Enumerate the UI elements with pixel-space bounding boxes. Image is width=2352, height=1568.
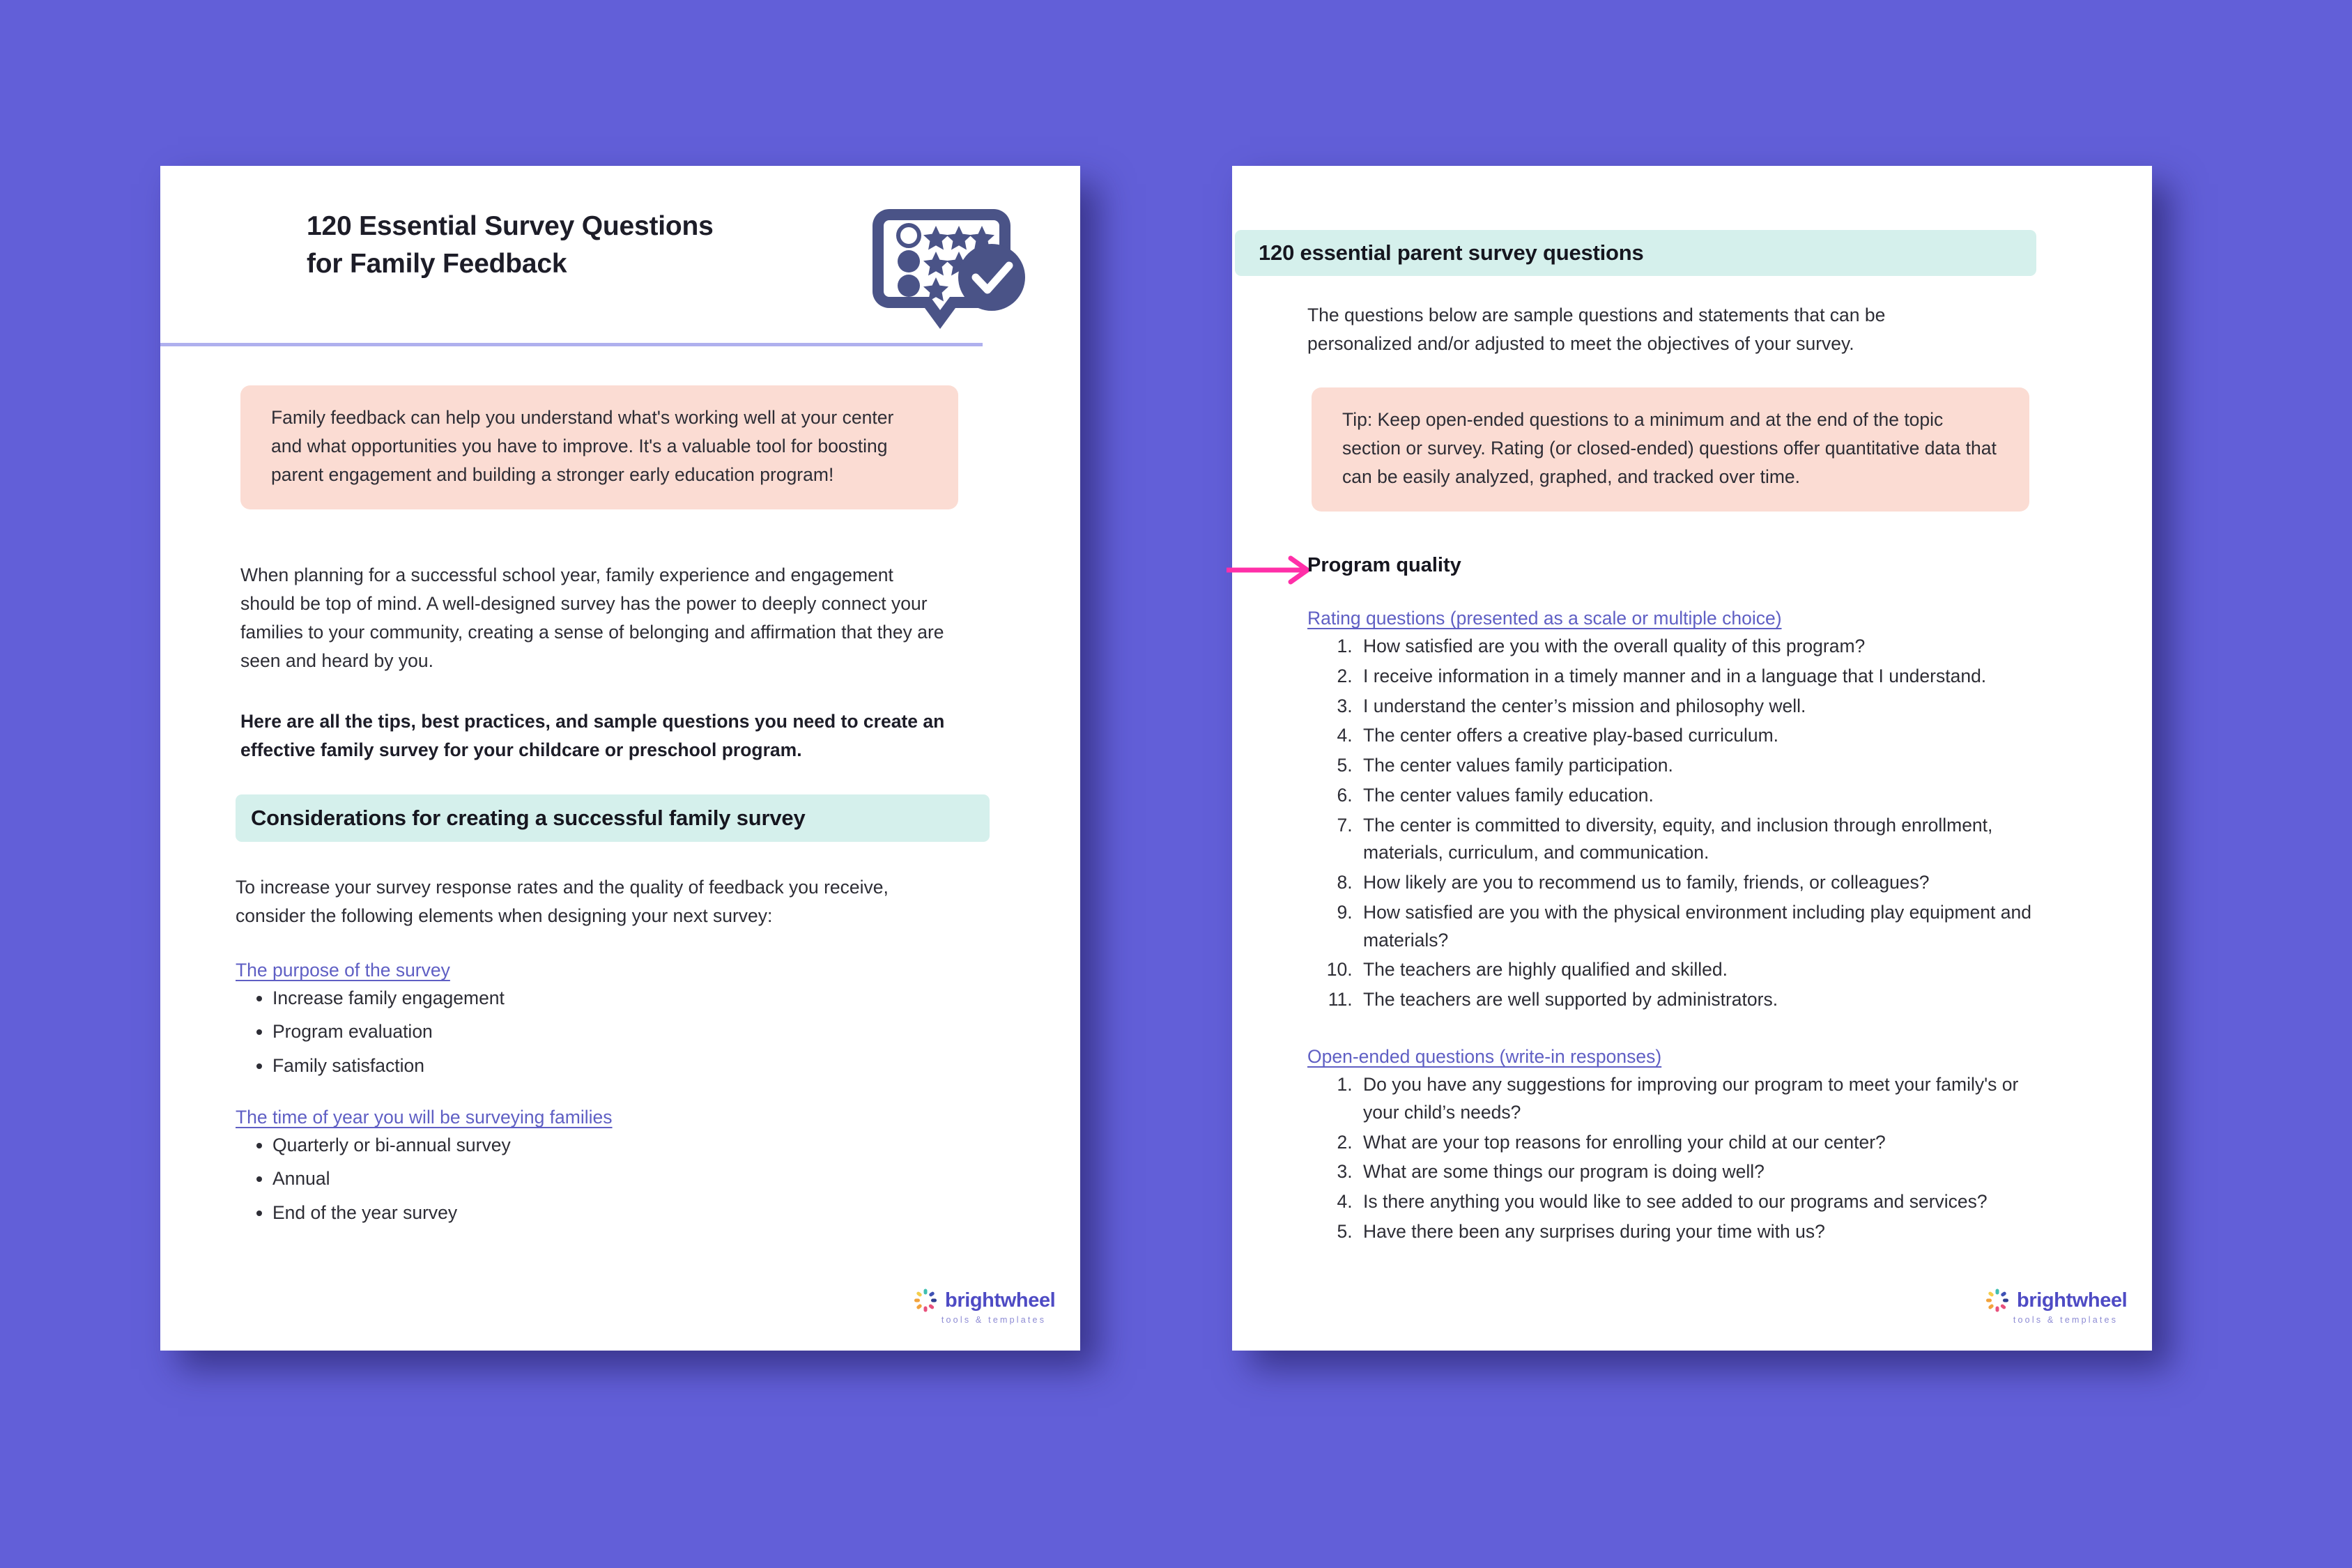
list-item: 2. I receive information in a timely manner and in a language that I understand.	[1358, 663, 2032, 691]
footer-tagline: tools & templates	[2013, 1315, 2119, 1325]
left-paragraph-3: To increase your survey response rates and the quality of feedback you receive, consider the following elements when designing your next survey:	[236, 877, 889, 926]
list-item: 2. What are your top reasons for enrolling your child at our center?	[1358, 1129, 2046, 1157]
list-item: 3. What are some things our program is doing well?	[1358, 1158, 2046, 1186]
list-item: • Family satisfaction	[272, 1052, 868, 1079]
footer-tagline: tools & templates	[941, 1315, 1047, 1325]
list-item: 10. The teachers are highly qualified and skilled.	[1358, 956, 2032, 984]
left-section-bar	[236, 794, 990, 842]
list-item: • Quarterly or bi-annual survey	[272, 1131, 868, 1159]
right-section-bar	[1235, 230, 2036, 276]
time-of-year-bullet-list	[240, 1131, 868, 1232]
list-item: 5. The center values family participation.	[1358, 752, 2032, 780]
purpose-bullet-list	[240, 984, 868, 1085]
link-purpose-of-survey[interactable]: The purpose of the survey	[236, 960, 450, 981]
list-item: • Program evaluation	[272, 1017, 868, 1045]
left-section-bar-label: Considerations for creating a successful family survey	[251, 806, 806, 830]
right-intro-paragraph: The questions below are sample questions and statements that can be personalized and/or adjusted to meet the objectives of your survey.	[1307, 305, 1886, 354]
list-item: 3. I understand the center’s mission and philosophy well.	[1358, 693, 2032, 721]
list-item: 4. The center offers a creative play-based curriculum.	[1358, 722, 2032, 750]
link-rating-questions[interactable]: Rating questions (presented as a scale or multiple choice)	[1307, 608, 1782, 629]
right-tip-callout-box	[1312, 387, 2029, 512]
list-item: 1. Do you have any suggestions for improving our program to meet your family's or your child’s needs?	[1358, 1071, 2046, 1127]
list-item: 8. How likely are you to recommend us to family, friends, or colleagues?	[1358, 869, 2032, 897]
left-paragraph-2: Here are all the tips, best practices, and sample questions you need to create an effective family survey for your childcare or preschool program.	[240, 711, 945, 760]
brightwheel-pinwheel-logo-icon	[913, 1288, 938, 1313]
footer-logo-left	[913, 1288, 1059, 1332]
left-callout-box	[240, 385, 958, 509]
list-item: 7. The center is committed to diversity, equity, and inclusion through enrollment, materials, curriculum, and communication.	[1358, 812, 2032, 868]
footer-brand-name: brightwheel	[945, 1289, 1056, 1312]
page-title-line-1: 120 Essential Survey Questions	[307, 211, 714, 241]
list-item: 11. The teachers are well supported by administrators.	[1358, 986, 2032, 1014]
list-item: • Annual	[272, 1165, 868, 1192]
list-item: 6. The center values family education.	[1358, 782, 2032, 810]
page-title	[307, 208, 753, 283]
brightwheel-pinwheel-logo-icon	[1985, 1288, 2010, 1313]
header-divider	[160, 343, 983, 346]
page-title-line-2: for Family Feedback	[307, 248, 567, 279]
right-section-bar-label: 120 essential parent survey questions	[1259, 240, 1644, 265]
right-tip-callout-text: Tip: Keep open-ended questions to a minimum and at the end of the topic section or survey. Rating (or closed-ended) questions offer quantitative data that can be easily analyzed, graphed, and tracked over time.	[1342, 409, 1997, 487]
list-item: • End of the year survey	[272, 1199, 868, 1227]
list-item: 9. How satisfied are you with the physical environment including play equipment and materials?	[1358, 899, 2032, 955]
left-page-header	[160, 166, 1080, 344]
link-open-ended-questions[interactable]: Open-ended questions (write-in responses)	[1307, 1046, 1662, 1067]
rating-questions-list	[1307, 633, 2032, 1016]
footer-logo-right	[1985, 1288, 2131, 1332]
right-arrow-annotation-icon	[1227, 553, 1317, 587]
survey-rating-speech-bubble-check-icon	[871, 202, 1031, 335]
left-paragraph-1: When planning for a successful school year, family experience and engagement should be top of mind. A well-designed survey has the power to deeply connect your families to your community, creating a sense of belonging and affirmation that they are seen and heard by you.	[240, 564, 944, 671]
link-time-of-year[interactable]: The time of year you will be surveying families	[236, 1107, 613, 1128]
open-ended-questions-list	[1307, 1071, 2046, 1248]
footer-brand-name: brightwheel	[2017, 1289, 2128, 1312]
list-item: 1. How satisfied are you with the overall quality of this program?	[1358, 633, 2032, 661]
list-item: • Increase family engagement	[272, 984, 868, 1012]
list-item: 5. Have there been any surprises during your time with us?	[1358, 1218, 2046, 1246]
program-quality-heading: Program quality	[1307, 554, 1461, 576]
left-callout-text: Family feedback can help you understand what's working well at your center and what opportunities you have to improve. It's a valuable tool for boosting parent engagement and building a stronger early education program!	[271, 407, 894, 485]
list-item: 4. Is there anything you would like to see added to our programs and services?	[1358, 1188, 2046, 1216]
